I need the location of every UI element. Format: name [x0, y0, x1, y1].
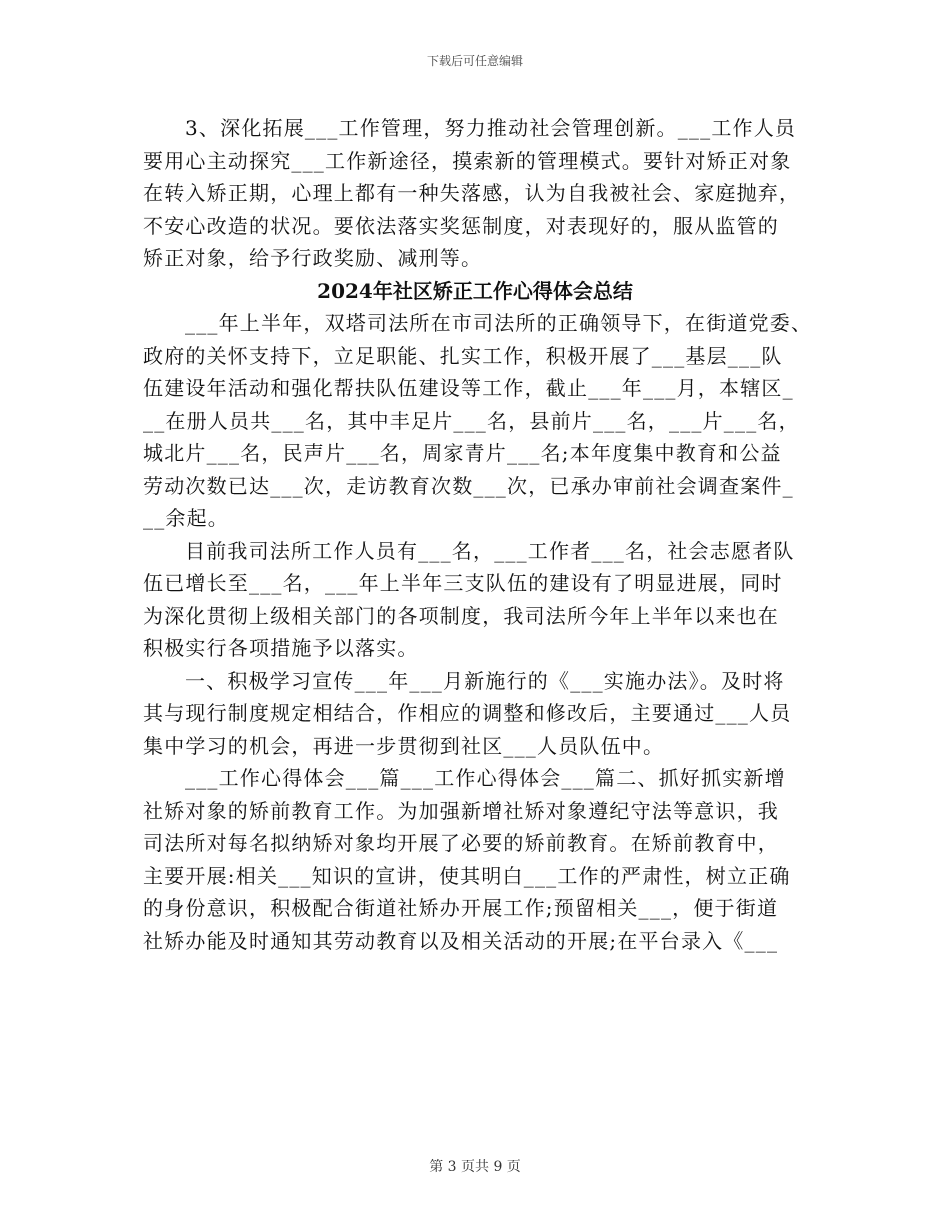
- text-line: 在转入矫正期，心理上都有一种失落感，认为自我被社会、家庭抛弃，: [143, 181, 801, 205]
- text-line: 积极实行各项措施予以落实。: [143, 636, 419, 660]
- page-header: 下载后可任意编辑: [426, 54, 523, 68]
- text-line: 3、深化拓展___工作管理，努力推动社会管理创新。___工作人员: [185, 116, 797, 140]
- page-footer: 第 3 页共 9 页: [429, 1159, 521, 1175]
- paragraph: [143, 665, 807, 763]
- text-line: 矫正对象，给予行政奖励、减刑等。: [143, 246, 483, 270]
- text-line: 目前我司法所工作人员有___名，___工作者___名，社会志愿者队: [185, 538, 795, 563]
- text-line: __在册人员共___名，其中丰足片___名，县前片___名，___片___名，: [143, 408, 800, 433]
- text-line: 政府的关怀支持下，立足职能、扎实工作，积极开展了___基层___队: [143, 343, 783, 368]
- text-line: 劳动次数已达___次，走访教育次数___次，已承办审前社会调查案件_: [143, 473, 794, 498]
- text-line: 的身份意识，积极配合街道社矫办开展工作;预留相关___，便于街道: [143, 896, 779, 920]
- text-line: 主要开展:相关___知识的宣讲，使其明白___工作的严肃性，树立正确: [143, 863, 791, 888]
- paragraph: [143, 112, 807, 275]
- text-line: 不安心改造的状况。要依法落实奖惩制度，对表现好的，服从监管的: [143, 213, 779, 238]
- text-line: 要用心主动探究___工作新途径，摸索新的管理模式。要针对矫正对象: [143, 148, 792, 173]
- paragraph: [143, 535, 807, 665]
- document-body: [143, 112, 813, 957]
- text-line: 集中学习的机会，再进一步贯彻到社区___人员队伍中。: [143, 733, 665, 758]
- paragraph: [143, 762, 807, 957]
- text-line: ___工作心得体会___篇___工作心得体会___篇二、抓好抓实新增: [185, 766, 786, 790]
- text-line: 社矫对象的矫前教育工作。为加强新增社矫对象遵纪守法等意识，我: [143, 798, 779, 823]
- text-line: 伍建设年活动和强化帮扶队伍建设等工作，截止___年___月，本辖区_: [143, 376, 794, 400]
- text-line: 城北片___名，民声片___名，周家青片___名;本年度集中教育和公益: [143, 441, 782, 465]
- text-line: 为深化贯彻上级相关部门的各项制度，我司法所今年上半年以来也在: [143, 603, 779, 628]
- text-line: 其与现行制度规定相结合，作相应的调整和修改后，主要通过___人员: [143, 701, 792, 725]
- text-line: __余起。: [143, 506, 229, 530]
- text-line: 一、积极学习宣传___年___月新施行的《___实施办法》。及时将: [185, 668, 785, 693]
- text-line: 伍已增长至___名，___年上半年三支队伍的建设有了明显进展，同时: [143, 571, 783, 595]
- section-title: 2024年社区矫正工作心得体会总结: [317, 278, 633, 303]
- text-line: ___年上半年，双塔司法所在市司法所的正确领导下，在街道党委、: [185, 311, 813, 335]
- text-line: 司法所对每名拟纳矫对象均开展了必要的矫前教育。在矫前教育中，: [143, 831, 779, 855]
- text-line: 社矫办能及时通知其劳动教育以及相关活动的开展;在平台录入《___: [143, 928, 779, 953]
- paragraph: [143, 307, 813, 535]
